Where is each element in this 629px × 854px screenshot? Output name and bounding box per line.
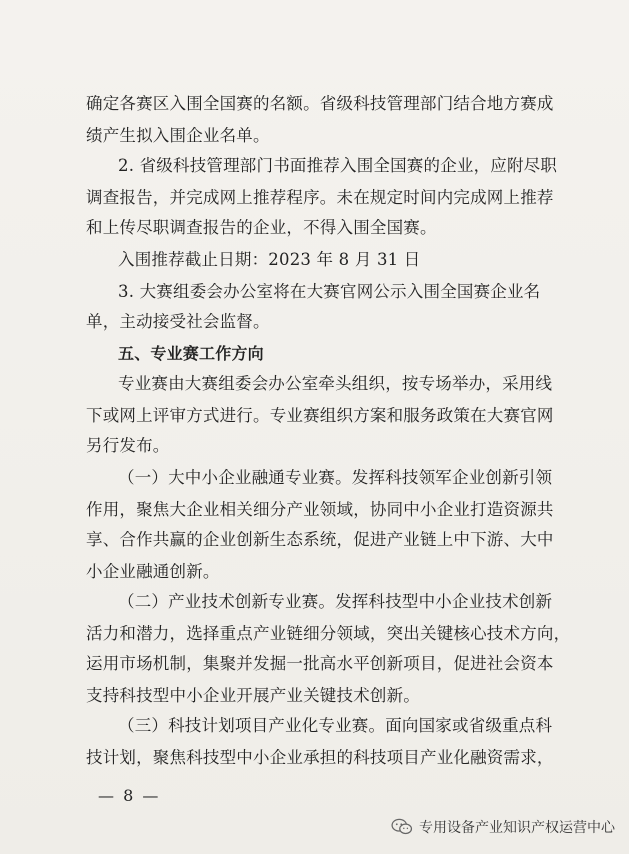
text-line: 3. 大赛组委会办公室将在大赛官网公示入围全国赛企业名 [118, 282, 541, 301]
text-line: 享、合作共赢的企业创新生态系统，促进产业链上中下游、大中 [86, 530, 554, 549]
text-line: 小企业融通创新。 [86, 562, 220, 581]
text-line: （三）科技计划项目产业化专业赛。面向国家或省级重点科 [118, 716, 553, 735]
text-line: 技计划，聚焦科技型中小企业承担的科技项目产业化融资需求， [86, 748, 554, 767]
text-line: （二）产业技术创新专业赛。发挥科技型中小企业技术创新 [118, 592, 553, 611]
text-line: 作用，聚焦大企业相关细分产业领域，协同中小企业打造资源共 [86, 500, 554, 519]
section-heading: 五、专业赛工作方向 [118, 344, 264, 363]
text-line: 单，主动接受社会监督。 [86, 312, 270, 331]
text-line: 调查报告，并完成网上推荐程序。未在规定时间内完成网上推荐 [86, 188, 554, 207]
text-line: 2. 省级科技管理部门书面推荐入围全国赛的企业，应附尽职 [118, 156, 558, 175]
text-line: 下或网上评审方式进行。专业赛组织方案和服务政策在大赛官网 [86, 406, 554, 425]
text-line: （一）大中小企业融通专业赛。发挥科技领军企业创新引领 [118, 468, 553, 487]
text-line: 绩产生拟入围企业名单。 [86, 126, 270, 145]
watermark-text: 专用设备产业知识产权运营中心 [419, 820, 615, 836]
wechat-icon [391, 818, 413, 836]
page-number: — 8 — [98, 786, 161, 805]
text-line: 专业赛由大赛组委会办公室牵头组织，按专场举办，采用线 [118, 374, 553, 393]
watermark [391, 817, 615, 837]
text-line: 另行发布。 [86, 436, 170, 455]
text-line: 确定各赛区入围全国赛的名额。省级科技管理部门结合地方赛成 [86, 94, 554, 113]
text-line: 活力和潜力，选择重点产业链细分领域，突出关键核心技术方向， [86, 624, 571, 643]
text-line: 和上传尽职调查报告的企业，不得入围全国赛。 [86, 218, 437, 237]
text-line: 入围推荐截止日期：2023 年 8 月 31 日 [118, 250, 421, 269]
text-line: 支持科技型中小企业开展产业关键技术创新。 [86, 686, 420, 705]
text-line: 运用市场机制，集聚并发掘一批高水平创新项目，促进社会资本 [86, 654, 554, 673]
